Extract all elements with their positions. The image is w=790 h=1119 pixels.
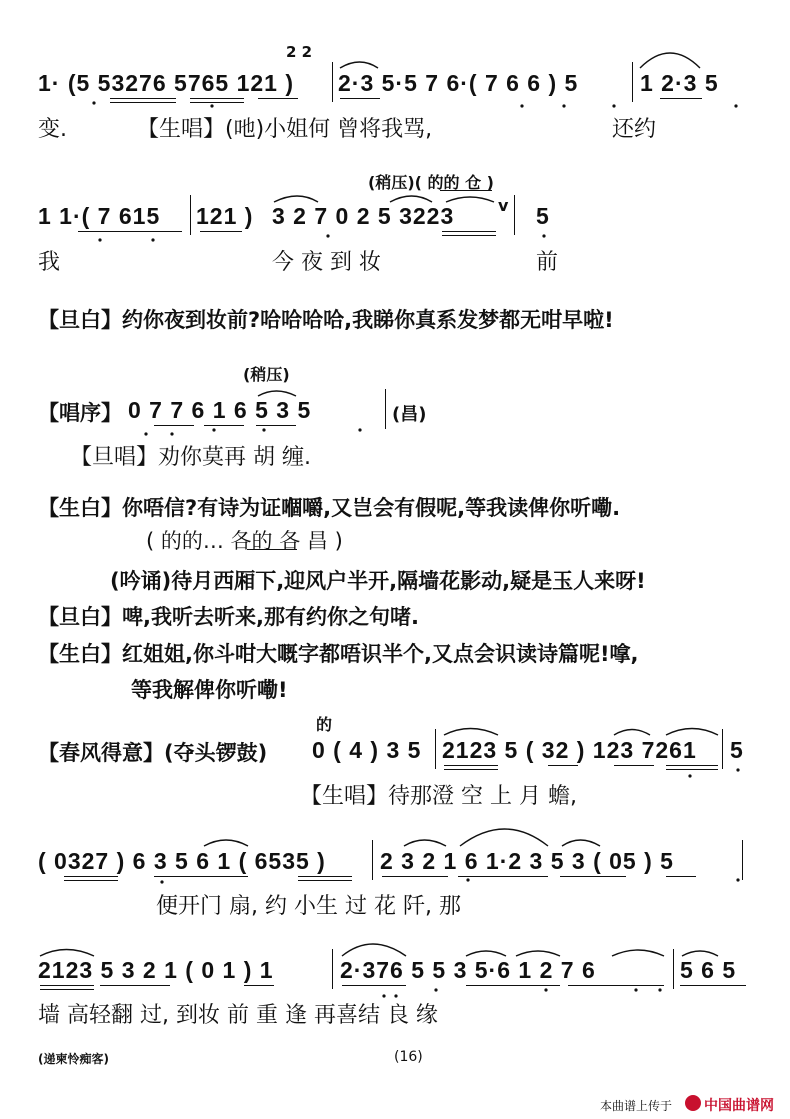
system1-notes-b: 2·3 5·5 7 6·( 7 6 6 ) 5 (338, 70, 579, 96)
footer-title: (递柬怜痴客) (38, 1052, 109, 1066)
system3-lyric: 【旦唱】劝你莫再 胡 缠. (70, 445, 311, 470)
octave-dot (262, 428, 265, 431)
percussion-line: ( 的的… 各的 各 昌 ) (146, 529, 343, 553)
octave-dot (612, 104, 615, 107)
system3-after-bar: (昌) (392, 404, 427, 425)
system2-notes-c: 3 2 7 0 2 5 3223 (272, 203, 455, 229)
octave-dot (736, 768, 739, 771)
system5-lyric: 便开门 扇, 约 小生 过 花 阡, 那 (156, 894, 461, 919)
slur (258, 391, 296, 396)
system6-lyric: 墙 高轻翻 过, 到妆 前 重 逢 再喜结 良 缘 (38, 1003, 438, 1028)
system2-lyric-b: 今 夜 到 妆 (272, 250, 381, 275)
system2-notes-d: 5 (536, 203, 550, 229)
system4-notes-a: 0 ( 4 ) 3 5 (312, 737, 422, 763)
octave-dot (734, 104, 737, 107)
dan-bai-line-2: 【旦白】啤,我听去听来,那有约你之句啫. (38, 605, 419, 629)
slur (466, 951, 506, 956)
octave-dot (326, 234, 329, 237)
system5-notes-a: ( 0327 ) 6 3 5 6 1 ( 6535 ) (38, 848, 326, 874)
octave-dot (520, 104, 523, 107)
system3-label: 【唱序】 (38, 401, 122, 425)
slur (446, 197, 494, 202)
system4-lyric: 【生唱】待那澄 空 上 月 蟾, (300, 784, 577, 809)
system2-notes-a: 1 1·( 7 615 (38, 203, 161, 229)
system2-lyric-a: 我 (38, 250, 61, 275)
slur (444, 729, 498, 736)
system4-notes-b: 2123 5 ( 32 ) 123 7261 (442, 737, 697, 763)
slur (340, 62, 378, 68)
slur (404, 840, 446, 846)
slur (40, 950, 94, 957)
sheng-bai-line-1: 【生白】你唔信?有诗为证嗰嚼,又岂会有假呢,等我读俾你听嘞. (38, 496, 621, 520)
system3-notes: 0 7 7 6 1 6 5 3 5 (128, 397, 312, 423)
octave-dot (210, 104, 213, 107)
system1-notes-c: 1 2·3 5 (640, 70, 719, 96)
slur (682, 951, 718, 956)
octave-dot (634, 988, 637, 991)
octave-dot (394, 994, 397, 997)
breath-mark: v (498, 196, 509, 215)
system4-label: 【春风得意】(夺头锣鼓) (38, 741, 268, 765)
system4-notes-c: 5 (730, 737, 744, 763)
slur (516, 951, 560, 956)
slur (666, 729, 718, 736)
system6-notes-b: 2·376 5 5 3 5·6 1 2 7 6 (340, 957, 596, 983)
slur (640, 53, 700, 68)
system1-lyric-c: 还约 (612, 117, 657, 142)
system1-lyric-b: 【生唱】(吔)小姐何 曾将我骂, (137, 117, 433, 142)
octave-dot (466, 878, 469, 881)
sheng-bai-line-2: 【生白】红姐姐,你斗咁大嘅字都唔识半个,又点会识读诗篇呢!嗱, (38, 642, 639, 666)
octave-dot (144, 432, 147, 435)
octave-dot (736, 878, 739, 881)
system1-above-mark: 2 2 (286, 43, 313, 61)
octave-dot (688, 774, 691, 777)
slur (614, 730, 650, 736)
yin-song-line: (吟诵)待月西厢下,迎风户半开,隔墙花影动,疑是玉人来呀! (110, 569, 646, 593)
octave-dot (542, 234, 545, 237)
slur (562, 840, 600, 846)
sheng-bai-line-3: 等我解俾你听嘞! (131, 678, 288, 702)
system6-notes-a: 2123 5 3 2 1 ( 0 1 ) 1 (38, 957, 274, 983)
octave-dot (562, 104, 565, 107)
slur (274, 196, 318, 202)
dan-bai-line-1: 【旦白】约你夜到妆前?哈哈哈哈,我睇你真系发梦都无咁早啦! (38, 308, 614, 332)
octave-dot (658, 988, 661, 991)
octave-dot (170, 432, 173, 435)
system5-notes-b: 2 3 2 1 6 1·2 3 5 3 ( 05 ) 5 (380, 848, 674, 874)
system2-above: (稍压)( 的的 仓 ) (368, 173, 494, 192)
brand-name[interactable]: 中国曲谱网 (704, 1098, 774, 1114)
octave-dot (212, 428, 215, 431)
system6-notes-c: 5 6 5 (680, 957, 737, 983)
octave-dot (382, 994, 385, 997)
system1-lyric-a: 变. (38, 117, 67, 142)
octave-dot (151, 238, 154, 241)
slur (342, 944, 406, 956)
system2-notes-b: 121 ) (196, 203, 254, 229)
brand-logo-icon (685, 1095, 701, 1111)
octave-dot (358, 428, 361, 431)
system2-lyric-c: 前 (536, 250, 559, 275)
slur (204, 840, 248, 846)
octave-dot (544, 988, 547, 991)
system4-above: 的 (316, 715, 333, 734)
page-number: (16) (394, 1049, 423, 1065)
octave-dot (434, 988, 437, 991)
slur (612, 950, 664, 956)
slur (460, 829, 548, 846)
octave-dot (92, 101, 95, 104)
octave-dot (98, 238, 101, 241)
octave-dot (160, 880, 163, 883)
system1-notes-a: 1· (5 53276 5765 121 ) (38, 70, 295, 96)
system3-above: (稍压) (243, 365, 290, 384)
slur (390, 196, 432, 202)
upload-label: 本曲谱上传于 (600, 1099, 673, 1113)
